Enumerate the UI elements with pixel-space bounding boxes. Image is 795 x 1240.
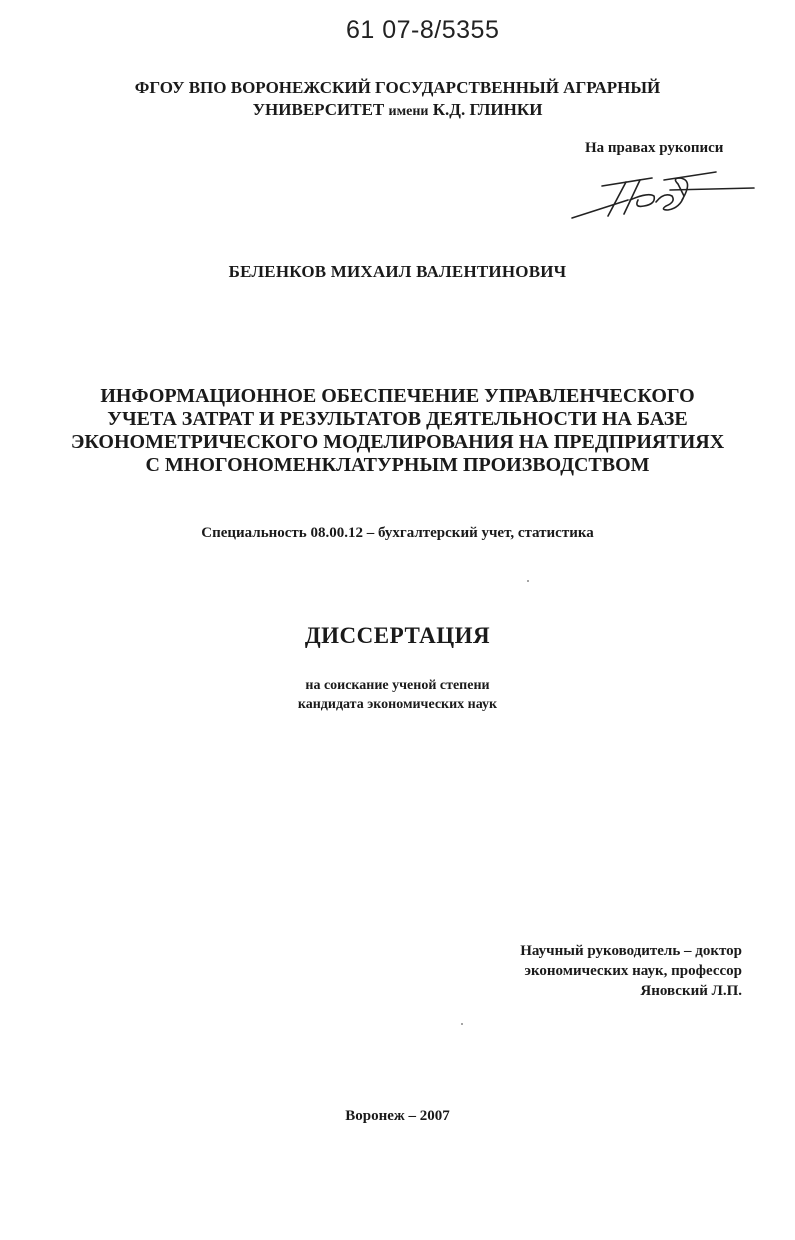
document-type: ДИССЕРТАЦИЯ <box>304 623 491 648</box>
specialty: Специальность 08.00.12 – бухгалтерский учет, статистика <box>201 525 594 541</box>
supervisor-line-1: Научный руководитель – доктор <box>520 943 742 959</box>
author-name: БЕЛЕНКОВ МИХАИЛ ВАЛЕНТИНОВИЧ <box>228 262 567 281</box>
supervisor-line-3: Яновский Л.П. <box>640 983 742 999</box>
institution-name <box>0 77 795 123</box>
institution-line-1: ФГОУ ВПО ВОРОНЕЖСКИЙ ГОСУДАРСТВЕННЫЙ АГРАРНЫЙ <box>134 78 661 97</box>
dissertation-title <box>0 385 795 477</box>
handwritten-signature <box>568 166 758 231</box>
supervisor-block <box>440 941 742 1001</box>
title-line: ЭКОНОМЕТРИЧЕСКОГО МОДЕЛИРОВАНИЯ НА ПРЕДПРИЯТИЯХ <box>70 431 725 453</box>
institution-line-2 <box>0 99 795 123</box>
scan-speck <box>527 580 529 582</box>
institution-line-2-small: имени <box>388 104 429 119</box>
degree-line-1: на соискание ученой степени <box>305 678 490 693</box>
scan-speck <box>461 1023 463 1025</box>
title-line: С МНОГОНОМЕНКЛАТУРНЫМ ПРОИЗВОДСТВОМ <box>145 454 650 476</box>
degree-sought <box>0 676 795 714</box>
supervisor-line-2: экономических наук, профессор <box>524 963 742 979</box>
archive-code: 61 07-8/5355 <box>346 16 500 44</box>
title-line: ИНФОРМАЦИОННОЕ ОБЕСПЕЧЕНИЕ УПРАВЛЕНЧЕСКОГО <box>100 385 695 407</box>
signature-icon <box>568 166 758 226</box>
rights-note: На правах рукописи <box>585 140 724 156</box>
city-year: Воронеж – 2007 <box>345 1108 450 1124</box>
title-line: УЧЕТА ЗАТРАТ И РЕЗУЛЬТАТОВ ДЕЯТЕЛЬНОСТИ НА БАЗЕ <box>107 408 688 430</box>
institution-line-2-prefix: УНИВЕРСИТЕТ <box>252 100 385 119</box>
institution-line-2-suffix: К.Д. ГЛИНКИ <box>432 100 543 119</box>
degree-line-2: кандидата экономических наук <box>297 697 498 712</box>
